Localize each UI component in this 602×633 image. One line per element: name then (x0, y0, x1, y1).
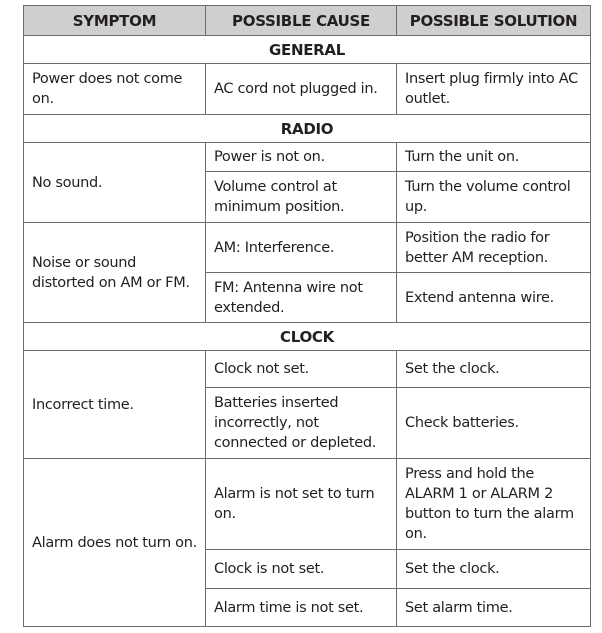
cause-cell: Clock is not set. (206, 550, 397, 589)
table-row (24, 143, 591, 172)
solution-cell: Set alarm time. (397, 589, 591, 627)
cause-cell: FM: Antenna wire not extended. (206, 273, 397, 323)
solution-cell: Turn the volume control up. (397, 172, 591, 223)
table-row (24, 64, 591, 115)
section-radio (24, 115, 591, 143)
symptom-cell: Noise or sound distorted on AM or FM. (24, 223, 206, 323)
header-solution: POSSIBLE SOLUTION (397, 6, 591, 36)
cause-cell: AC cord not plugged in. (206, 64, 397, 115)
cause-cell: Batteries inserted incorrectly, not connected or depleted. (206, 388, 397, 459)
solution-cell: Position the radio for better AM reception. (397, 223, 591, 273)
symptom-cell: No sound. (24, 143, 206, 223)
section-clock (24, 323, 591, 351)
table-row (24, 459, 591, 550)
solution-cell: Press and hold the ALARM 1 or ALARM 2 button to turn the alarm on. (397, 459, 591, 550)
cause-cell: Power is not on. (206, 143, 397, 172)
header-row (24, 6, 591, 36)
symptom-cell: Power does not come on. (24, 64, 206, 115)
section-general (24, 36, 591, 64)
cause-cell: Clock not set. (206, 351, 397, 388)
solution-cell: Set the clock. (397, 550, 591, 589)
cause-cell: Volume control at minimum position. (206, 172, 397, 223)
table-row (24, 223, 591, 273)
header-cause: POSSIBLE CAUSE (206, 6, 397, 36)
solution-cell: Turn the unit on. (397, 143, 591, 172)
header-symptom: SYMPTOM (24, 6, 206, 36)
solution-cell: Extend antenna wire. (397, 273, 591, 323)
solution-cell: Insert plug firmly into AC outlet. (397, 64, 591, 115)
cause-cell: Alarm time is not set. (206, 589, 397, 627)
troubleshooting-table (23, 5, 591, 627)
table-row (24, 351, 591, 388)
symptom-cell: Alarm does not turn on. (24, 459, 206, 627)
solution-cell: Check batteries. (397, 388, 591, 459)
section-title: GENERAL (24, 36, 591, 64)
cause-cell: Alarm is not set to turn on. (206, 459, 397, 550)
section-title: RADIO (24, 115, 591, 143)
symptom-cell: Incorrect time. (24, 351, 206, 459)
solution-cell: Set the clock. (397, 351, 591, 388)
cause-cell: AM: Interference. (206, 223, 397, 273)
section-title: CLOCK (24, 323, 591, 351)
